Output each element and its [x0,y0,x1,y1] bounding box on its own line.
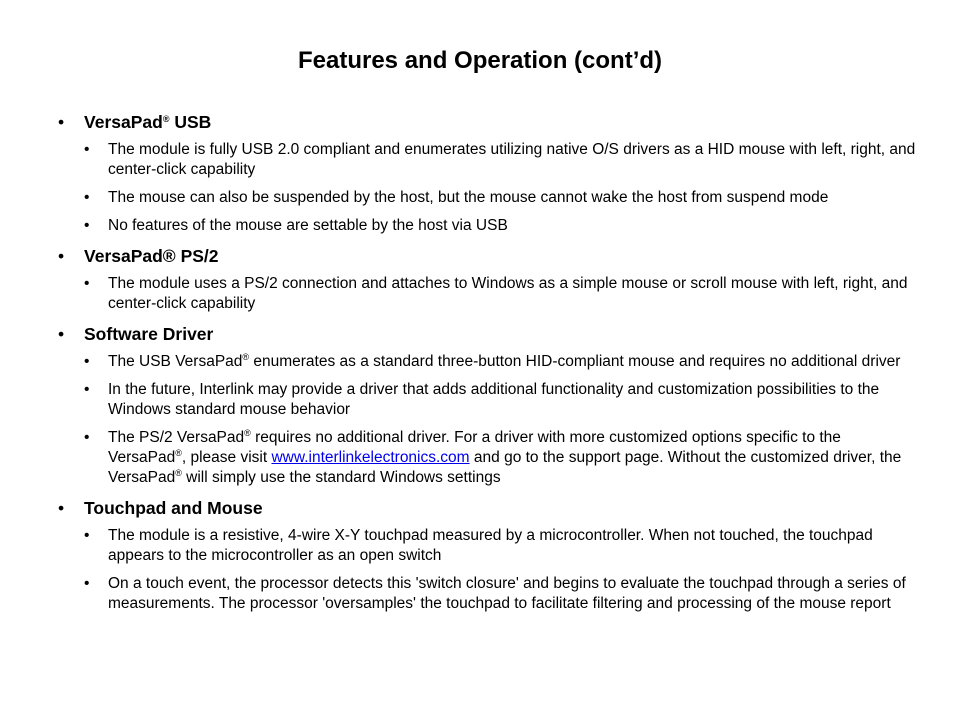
item-text: The module is a resistive, 4-wire X-Y touchpad measured by a microcontroller. When not touched, the touchpad appears to the microcontroller as an open switch [108,527,873,564]
registered-mark: ® [175,448,182,458]
bullet-icon: • [84,429,90,446]
item-text: The module is fully USB 2.0 compliant and enumerates utilizing native O/S drivers as a HID mouse with left, right, and center-click capability [108,141,916,178]
list-item [84,216,918,236]
item-text: The module uses a PS/2 connection and attaches to Windows as a simple mouse or scroll mouse with left, right, and center-click capability [108,275,908,312]
section-heading [58,322,918,346]
heading-suffix: USB [169,112,212,132]
slide-title: Features and Operation (cont’d) [297,47,663,74]
item-text: The PS/2 VersaPad® requires no additional driver. For a driver with more customized options specific to the VersaPad®, please visit www.interlinkelectronics.com and go to the support page. Without the customized driver, the VersaPad® will simply use the standard Windows settings [108,428,902,486]
heading-text: VersaPad [84,112,163,132]
heading-text: Touchpad and Mouse [84,498,263,518]
registered-mark: ® [244,428,251,438]
list-item [84,188,918,208]
bullet-icon: • [84,353,90,370]
bullet-icon: • [84,141,90,158]
registered-mark: ® [162,114,170,124]
section-heading [58,110,918,134]
bullet-icon: • [84,275,90,292]
list-item [84,526,918,566]
bullet-icon: • [58,498,65,518]
registered-mark: ® [242,352,250,362]
item-text: The USB VersaPad® enumerates as a standard three-button HID-compliant mouse and requires no additional driver [108,352,901,370]
section-usb [58,110,918,236]
item-text: No features of the mouse are settable by the host via USB [108,217,508,234]
bullet-icon: • [84,217,90,234]
heading-text: Software Driver [84,324,214,344]
bullet-icon: • [58,112,65,132]
list-item [84,140,918,180]
bullet-icon: • [84,381,90,398]
registered-mark: ® [175,468,182,478]
bullet-icon: • [84,575,90,592]
bullet-icon: • [58,324,65,344]
item-text: The mouse can also be suspended by the host, but the mouse cannot wake the host from suspend mode [108,189,829,206]
slide-content [58,110,918,622]
list-item [84,380,918,420]
section-heading [58,244,918,268]
bullet-icon: • [58,246,65,266]
heading-text: VersaPad® PS/2 [84,246,219,266]
website-link[interactable]: www.interlinkelectronics.com [271,449,470,466]
list-item [84,428,918,488]
list-item [84,274,918,314]
section-heading [58,496,918,520]
item-text: On a touch event, the processor detects this 'switch closure' and begins to evaluate the touchpad through a series of measurements. The processor 'oversamples' the touchpad to facilitate filtering and processing of the mouse report [108,575,906,612]
item-text: In the future, Interlink may provide a driver that adds additional functionality and customization possibilities to the Windows standard mouse behavior [108,381,880,418]
list-item [84,352,918,372]
section-ps2 [58,244,918,314]
bullet-icon: • [84,527,90,544]
bullet-icon: • [84,189,90,206]
section-software-driver [58,322,918,488]
list-item [84,574,918,614]
section-touchpad-mouse [58,496,918,614]
